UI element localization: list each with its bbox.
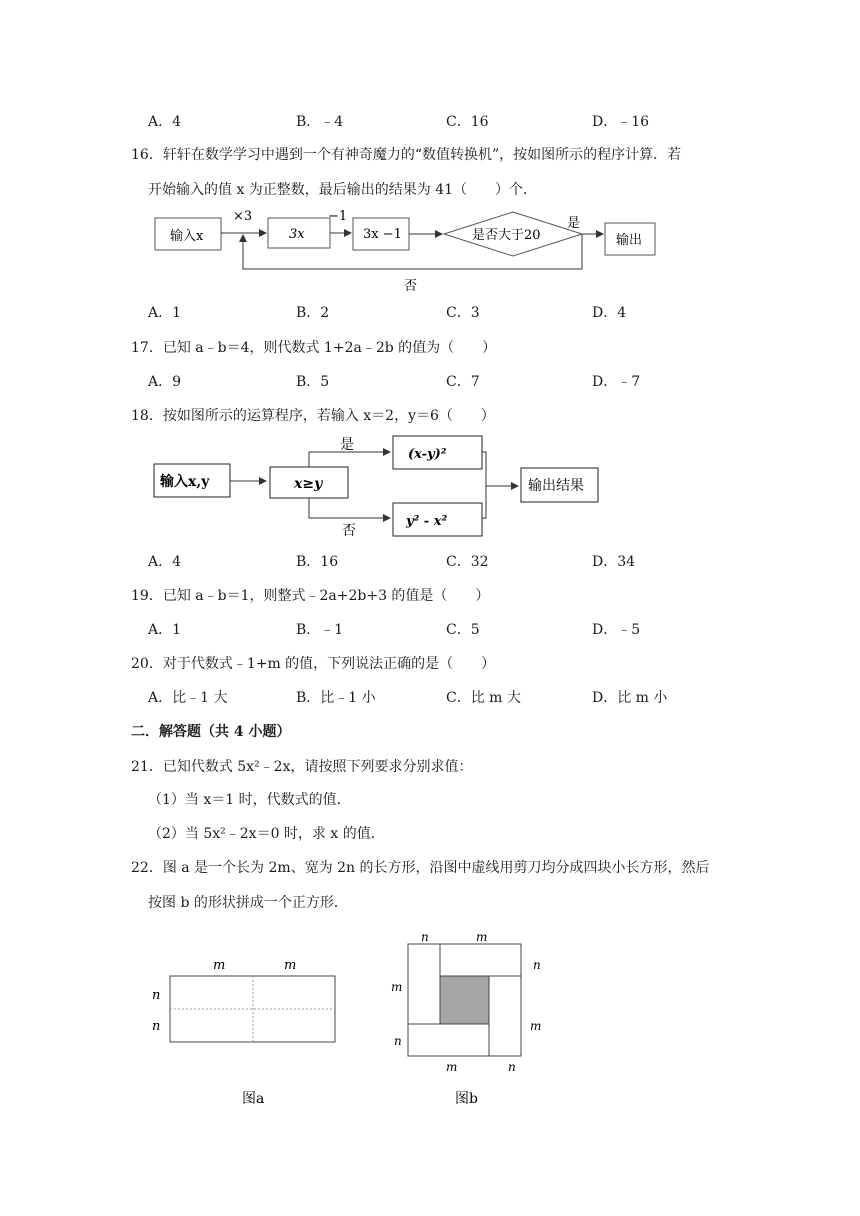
q16-yes-label: 是 [567,216,581,231]
section2-title: 二．解答题（共 4 小题） [131,724,291,740]
q18-input-box [154,464,230,497]
q18-option-d: D．34 [592,554,636,570]
q15-option-a: A．4 [148,114,182,130]
q18-yes-box-label: (x-y)² [408,447,447,462]
q19-stem: 19．已知 a﹣b＝1，则整式﹣2a+2b+3 的值是（ ） [131,588,490,604]
q20-option-c: C．比 m 大 [446,690,521,706]
q17-option-c: C．7 [446,374,480,390]
q15-option-d: D．﹣16 [592,114,650,130]
q18-yes-label: 是 [340,437,354,453]
q16-option-b: B．2 [296,305,330,321]
q16-no-label: 否 [404,279,418,294]
q18-input-label: 输入x,y [160,474,210,490]
fig-b-n-bottom: n [508,1060,516,1074]
q18-output-label: 输出结果 [528,478,584,494]
q18-output-box [521,468,598,502]
fig-a-n-label-2: n [152,1019,161,1034]
q18-option-c: C．32 [446,554,489,570]
q18-yes-box [393,436,482,469]
fig-a-m-label-1: m [213,958,226,973]
q16-option-c: C．3 [446,305,480,321]
q18-condition-label: x≥y [294,476,323,492]
q18-no-box-label: y² - x² [406,514,448,529]
q21-stem: 21．已知代数式 5x²﹣2x，请按照下列要求分别求值： [131,759,473,775]
q18-option-b: B．16 [296,554,339,570]
q18-no-label: 否 [342,523,356,539]
q15-option-b: B．﹣4 [296,114,344,130]
q22-stem-line1: 22．图 a 是一个长为 2m、宽为 2n 的长方形，沿图中虚线用剪刀均分成四块小长方形，然后 [131,860,710,876]
fig-b-m-top: m [476,930,488,944]
q19-option-a: A．1 [148,622,182,638]
fig-a-m-label-2: m [284,958,297,973]
q16-box2-label: 3x −1 [363,227,402,242]
fig-b-n-right: n [533,958,541,972]
q16-box1 [268,218,330,248]
fig-a-caption: 图a [242,1091,265,1107]
q22-stem-line2: 按图 b 的形状拼成一个正方形． [148,895,348,911]
q20-option-a: A．比﹣1 大 [148,690,228,706]
fig-a-n-label-1: n [152,988,161,1003]
q16-input-label: 输入x [170,229,204,244]
q21-part1: （1）当 x＝1 时，代数式的值． [148,792,351,808]
q18-stem: 18．按如图所示的运算程序，若输入 x＝2，y＝6（ ） [131,408,495,424]
q17-option-d: D．﹣7 [592,374,641,390]
q17-option-b: B．5 [296,374,330,390]
fig-b-m-bottom: m [446,1060,458,1074]
q16-op1-label: ×3 [233,209,253,224]
fig-b-m-right: m [530,1019,542,1033]
fig-b-m-left: m [391,980,403,994]
fig-b-n-left: n [394,1034,402,1048]
q16-option-a: A．1 [148,305,182,321]
q16-option-d: D．4 [592,305,627,321]
fig-b-shaded-square [440,976,489,1024]
q20-option-b: B．比﹣1 小 [296,690,376,706]
figure-b [391,930,541,1107]
q20-option-d: D．比 m 小 [592,690,668,706]
q15-option-c: C．16 [446,114,489,130]
q16-output-label: 输出 [616,233,643,248]
fig-b-n-top: n [421,930,429,944]
q16-input-box [155,218,221,250]
q20-stem: 20．对于代数式﹣1+m 的值，下列说法正确的是（ ） [131,656,496,672]
fig-b-caption: 图b [455,1091,478,1107]
q16-box1-label: 3x [289,227,305,242]
q17-option-a: A．9 [148,374,182,390]
q18-condition-box [270,467,348,498]
q18-no-box [393,503,482,536]
q21-part2: （2）当 5x²﹣2x＝0 时，求 x 的值． [148,826,385,842]
q16-stem-line1: 16．轩轩在数学学习中遇到一个有神奇魔力的“数值转换机”，按如图所示的程序计算．若 [131,147,682,163]
q16-op2-label: −1 [328,209,348,224]
q17-stem: 17．已知 a﹣b＝4，则代数式 1+2a﹣2b 的值为（ ） [131,340,497,356]
q16-output-box [605,223,655,255]
figure-a [152,958,335,1107]
q16-decision-diamond [444,212,582,256]
q18-option-a: A．4 [148,554,182,570]
q19-option-b: B．﹣1 [296,622,344,638]
q16-box2 [353,218,409,250]
q19-option-c: C．5 [446,622,480,638]
q19-option-d: D．﹣5 [592,622,641,638]
q16-decision-label: 是否大于20 [472,228,541,243]
q16-stem-line2: 开始输入的值 x 为正整数，最后输出的结果为 41（ ）个． [148,182,538,198]
